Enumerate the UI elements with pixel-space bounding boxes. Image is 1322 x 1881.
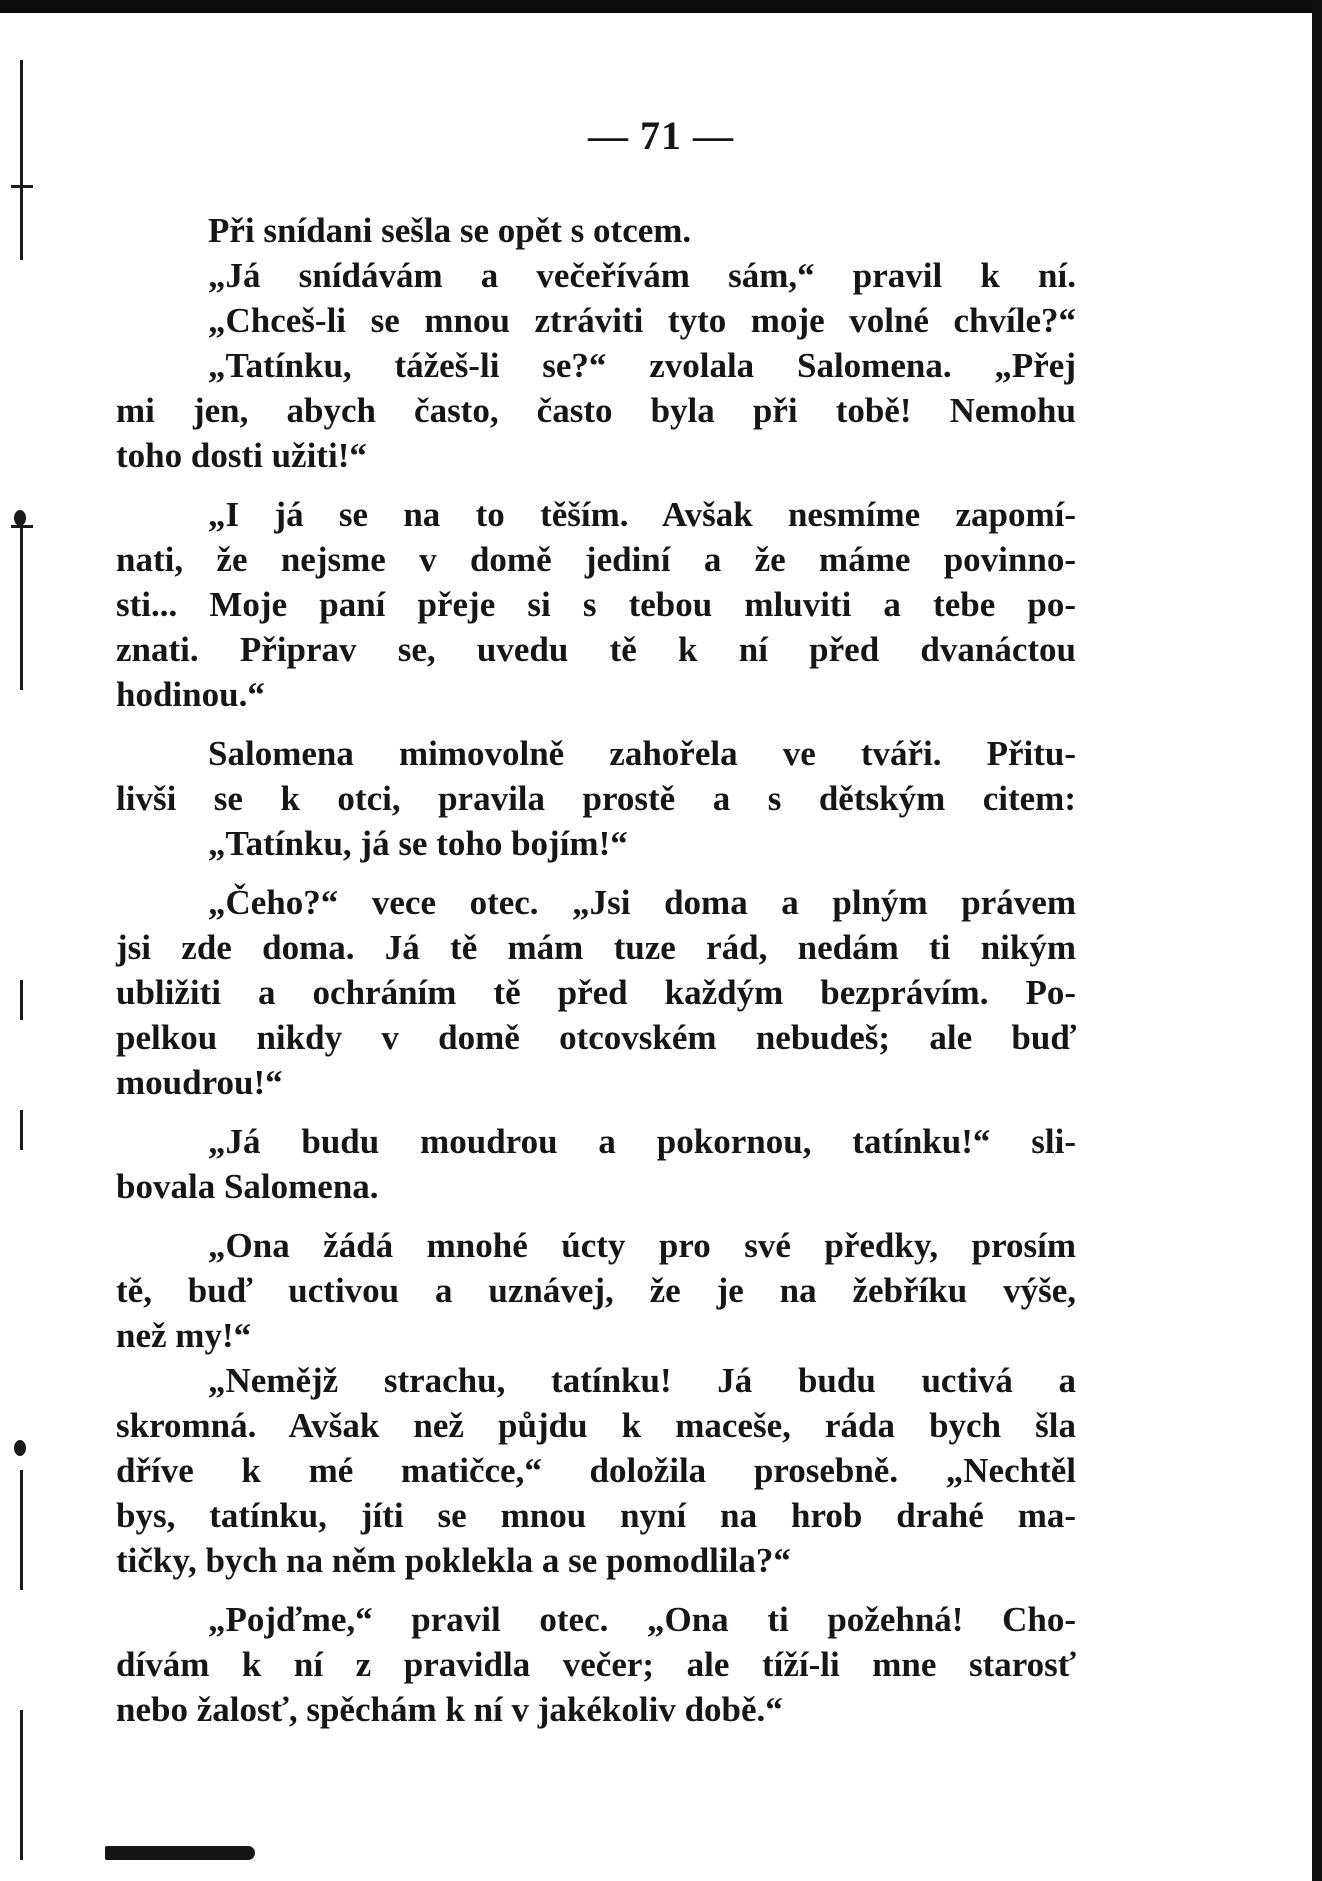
- text-line: dříve k mé matičce,“ doložila prosebně. „Nechtěl: [116, 1451, 1076, 1490]
- text-line: dívám k ní z pravidla večer; ale tíží-li mne starosť: [116, 1645, 1076, 1684]
- text-line: tičky, bych na něm poklekla a se pomodlila?“: [116, 1541, 791, 1580]
- text-line: „Pojďme,“ pravil otec. „Ona ti požehná! Cho-: [208, 1600, 1076, 1639]
- text-line: ubližiti a ochráním tě před každým bezprávím. Po-: [116, 973, 1076, 1012]
- text-line: toho dosti užiti!“: [116, 436, 367, 475]
- binding-line: [20, 980, 23, 1020]
- text-line: „Tatínku, tážeš-li se?“ zvolala Salomena. „Přej: [208, 346, 1076, 385]
- text-line: livši se k otci, pravila prostě a s dětským citem:: [116, 779, 1076, 818]
- text-line: „Nemějž strachu, tatínku! Já budu uctivá a: [208, 1361, 1076, 1400]
- paragraph-gap: [116, 1105, 1076, 1119]
- text-line: mi jen, abych často, často byla při tobě! Nemohu: [116, 391, 1076, 430]
- text-line: než my!“: [116, 1316, 252, 1355]
- text-line: „I já se na to těším. Avšak nesmíme zapomí-: [208, 495, 1076, 534]
- page-number: — 71 —: [588, 113, 734, 158]
- text-line: pelkou nikdy v domě otcovském nebudeš; ale buď: [116, 1018, 1076, 1057]
- text-line: hodinou.“: [116, 675, 265, 714]
- text-line: jsi zde doma. Já tě mám tuze rád, nedám ti nikým: [116, 928, 1076, 967]
- text-line: „Já snídávám a večeřívám sám,“ pravil k ní.: [208, 256, 1076, 295]
- text-line: „Ona žádá mnohé úcty pro své předky, prosím: [208, 1226, 1076, 1265]
- paragraph-gap: [116, 478, 1076, 492]
- binding-dot: [14, 1440, 26, 1456]
- binding-line: [20, 60, 23, 260]
- paragraph-gap: [116, 866, 1076, 880]
- paragraph-gap: [116, 717, 1076, 731]
- text-line: Salomena mimovolně zahořela ve tváři. Přitu-: [208, 734, 1076, 773]
- paragraph-gap: [116, 1583, 1076, 1597]
- page-body: [116, 208, 1076, 1732]
- binding-line: [20, 520, 23, 690]
- text-line: „Chceš-li se mnou ztráviti tyto moje volné chvíle?“: [208, 301, 1076, 340]
- text-line: tě, buď uctivou a uznávej, že je na žebříku výše,: [116, 1271, 1076, 1310]
- text-line: bovala Salomena.: [116, 1167, 379, 1206]
- binding-mark: [11, 525, 33, 528]
- text-line: skromná. Avšak než půjdu k maceše, ráda bych šla: [116, 1406, 1076, 1445]
- text-line: moudrou!“: [116, 1063, 283, 1102]
- text-line: znati. Připrav se, uvedu tě k ní před dvanáctou: [116, 630, 1076, 669]
- paragraph-gap: [116, 1209, 1076, 1223]
- binding-marks: [20, 20, 26, 1860]
- text-line: Při snídani sešla se opět s otcem.: [208, 211, 692, 250]
- text-line: bys, tatínku, jíti se mnou nyní na hrob drahé ma-: [116, 1496, 1076, 1535]
- text-line: nebo žalosť, spěchám k ní v jakékoliv době.“: [116, 1690, 783, 1729]
- binding-line: [20, 1470, 23, 1590]
- text-line: „Čeho?“ vece otec. „Jsi doma a plným právem: [208, 883, 1076, 922]
- binding-line: [20, 1710, 23, 1860]
- page-top-edge: [0, 0, 1322, 13]
- text-line: „Já budu moudrou a pokornou, tatínku!“ sli-: [208, 1122, 1076, 1161]
- text-line: nati, že nejsme v domě jediní a že máme povinno-: [116, 540, 1076, 579]
- ink-smudge: [105, 1846, 255, 1860]
- text-line: „Tatínku, já se toho bojím!“: [208, 824, 628, 863]
- binding-mark: [11, 185, 33, 188]
- text-line: sti... Moje paní přeje si s tebou mluviti a tebe po-: [116, 585, 1076, 624]
- page-right-edge: [1312, 0, 1322, 1881]
- binding-line: [20, 1110, 23, 1150]
- binding-dot: [14, 510, 26, 526]
